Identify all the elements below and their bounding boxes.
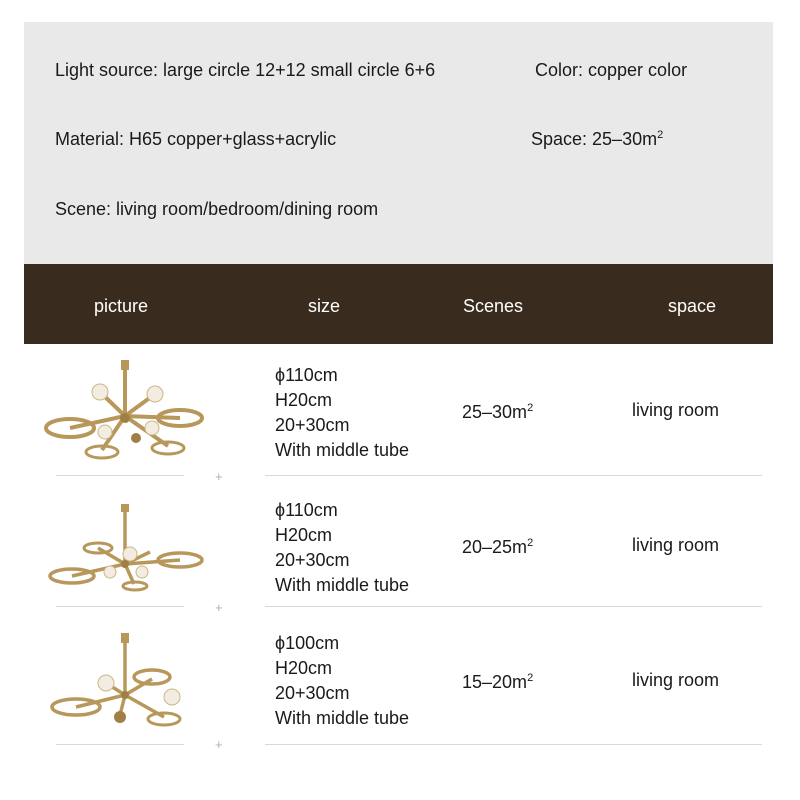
scene-value-sup: 2	[527, 672, 534, 684]
spec-material: Material: H65 copper+glass+acrylic	[55, 129, 337, 149]
plus-glyph: +	[215, 469, 223, 484]
table-row	[0, 344, 800, 484]
spec-space-label: Space: 25–30m	[531, 129, 658, 149]
size-block	[275, 631, 409, 731]
scene-value-label: 20–25m	[462, 537, 528, 557]
size-diameter: ϕ100cm	[275, 633, 340, 653]
spec-color: Color: copper color	[535, 60, 688, 80]
scene-value	[462, 402, 533, 423]
space-value: living room	[632, 535, 720, 555]
size-tube-length: 20+30cm	[275, 415, 350, 435]
chandelier-large-icon	[40, 358, 210, 466]
size-height: H20cm	[275, 390, 333, 410]
spec-space-sup: 2	[657, 129, 664, 141]
spec-panel	[24, 22, 773, 264]
spec-light-source: Light source: large circle 12+12 small circle 6+6	[55, 60, 436, 80]
size-height: H20cm	[275, 525, 333, 545]
table-row	[0, 476, 800, 615]
spec-space	[531, 129, 663, 150]
scene-value-label: 15–20m	[462, 672, 528, 692]
scene-value-sup: 2	[527, 402, 534, 414]
table-row	[0, 607, 800, 752]
size-block	[275, 363, 409, 463]
size-tube-length: 20+30cm	[275, 550, 350, 570]
table-header	[24, 264, 773, 344]
row-divider-right	[265, 744, 762, 745]
size-tube-note: With middle tube	[275, 575, 410, 595]
size-tube-note: With middle tube	[275, 440, 410, 460]
scene-value-label: 25–30m	[462, 402, 528, 422]
size-block	[275, 498, 409, 598]
chandelier-small-icon	[40, 633, 210, 733]
size-tube-length: 20+30cm	[275, 683, 350, 703]
header-space: space	[668, 296, 717, 316]
header-scenes: Scenes	[463, 296, 524, 316]
size-diameter: ϕ110cm	[275, 365, 338, 385]
header-size: size	[308, 296, 341, 316]
header-picture: picture	[94, 296, 149, 316]
row-divider-left	[56, 744, 184, 745]
size-tube-note: With middle tube	[275, 708, 410, 728]
chandelier-medium-icon	[40, 504, 210, 594]
scene-value-sup: 2	[527, 537, 534, 549]
scene-value	[462, 537, 533, 558]
spec-scene: Scene: living room/bedroom/dining room	[55, 199, 379, 219]
space-value: living room	[632, 670, 720, 690]
scene-value	[462, 672, 533, 693]
plus-glyph: +	[215, 737, 223, 752]
size-diameter: ϕ110cm	[275, 500, 338, 520]
space-value: living room	[632, 400, 720, 420]
size-height: H20cm	[275, 658, 333, 678]
plus-glyph: +	[215, 600, 223, 615]
